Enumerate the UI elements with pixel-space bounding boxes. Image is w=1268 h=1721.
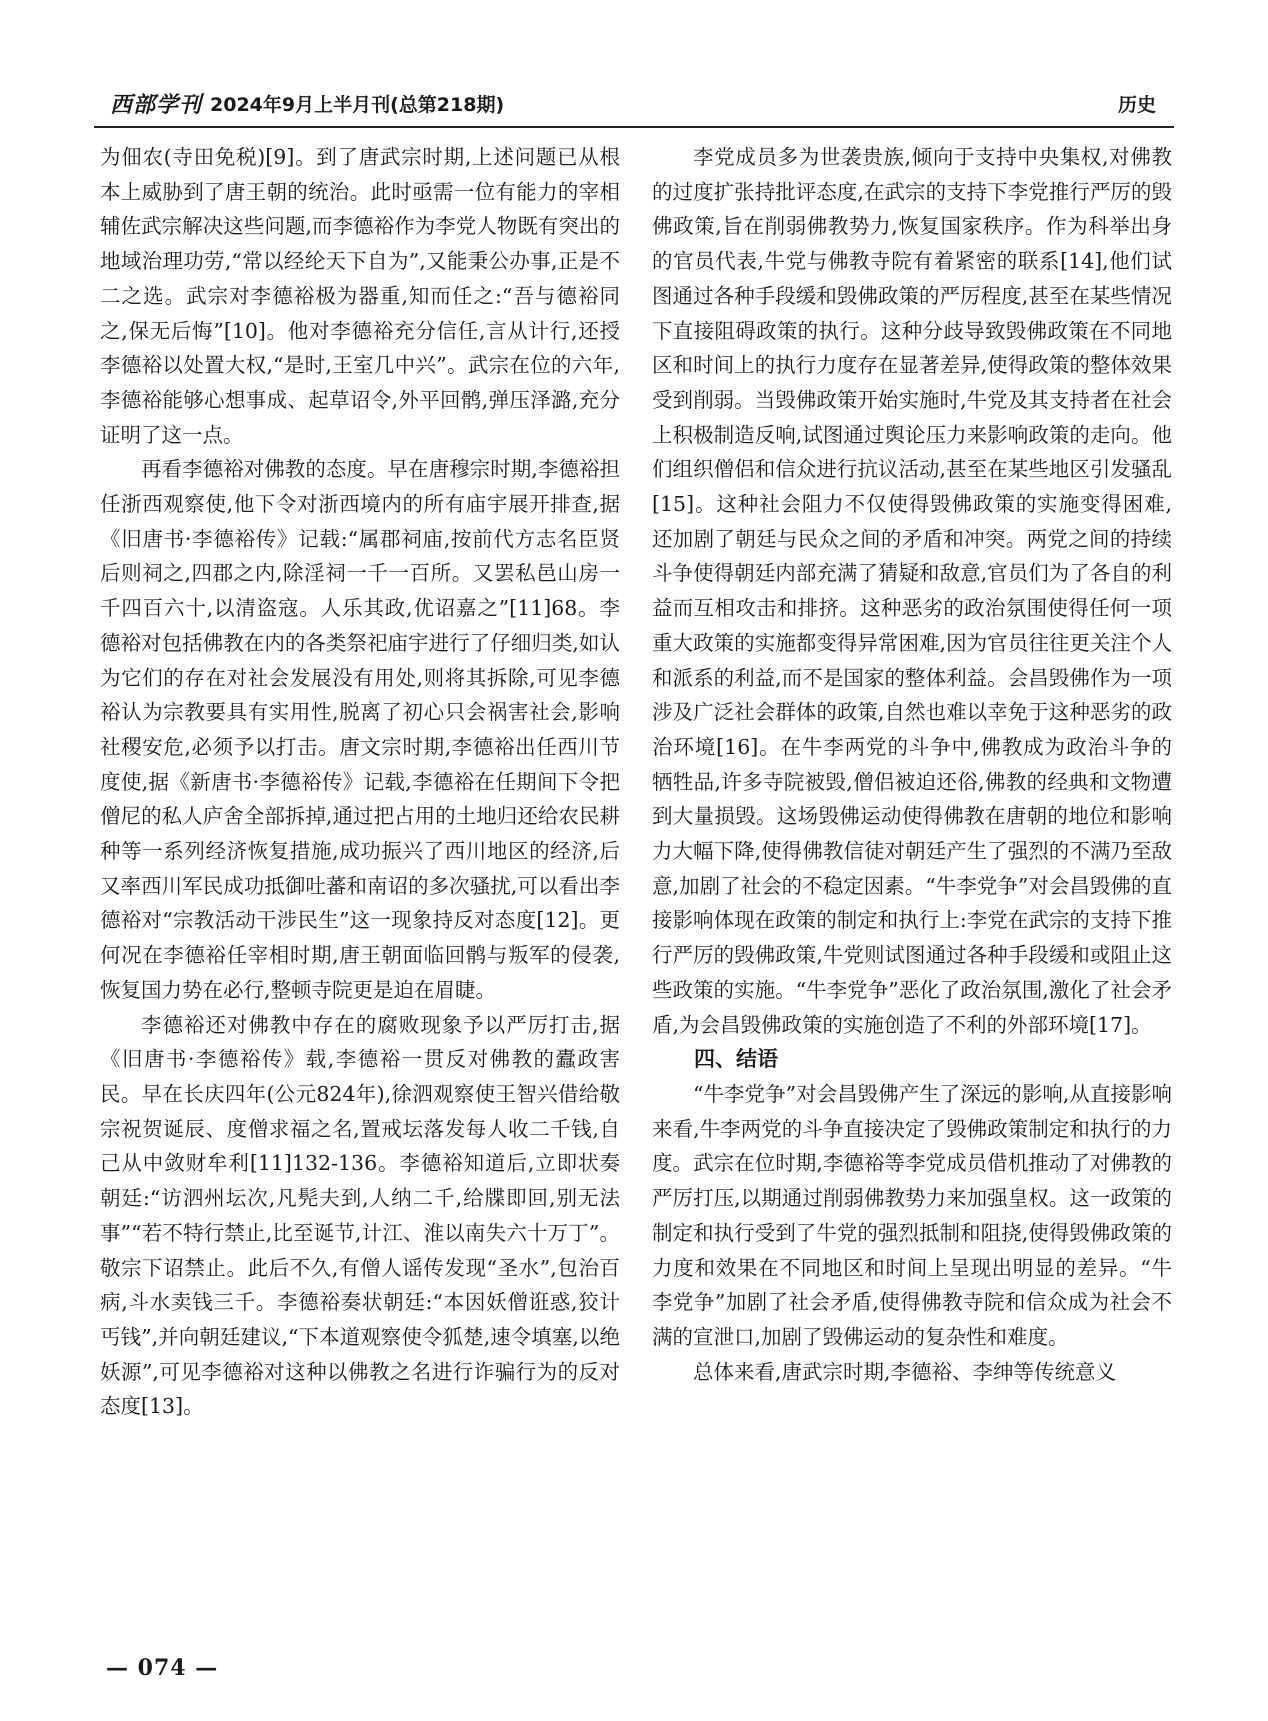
left-column	[100, 140, 620, 1424]
paragraph: “牛李党争”对会昌毁佛产生了深远的影响,从直接影响来看,牛李两党的斗争直接决定了毁佛政策制定和执行的力度。武宗在位时期,李德裕等李党成员借机推动了对佛教的严厉打压,以期通过削弱佛教势力来加强皇权。这一政策的制定和执行受到了牛党的强烈抵制和阻挠,使得毁佛政策的力度和效果在不同地区和时间上呈现出明显的差异。“牛李党争”加剧了社会矛盾,使得佛教寺院和信众成为社会不满的宣泄口,加剧了毁佛运动的复杂性和难度。	[652, 1081, 1172, 1349]
page-header	[94, 84, 1174, 128]
paragraph: 再看李德裕对佛教的态度。早在唐穆宗时期,李德裕担任浙西观察使,他下令对浙西境内的所有庙宇展开排查,据《旧唐书·李德裕传》记载:“属郡祠庙,按前代方志名臣贤后则祠之,四郡之内,除淫祠一千一百所。又罢私邑山房一千四百六十,以清盗寇。人乐其政,优诏嘉之”[11]68。李德裕对包括佛教在内的各类祭祀庙宇进行了仔细归类,如认为它们的存在对社会发展没有用处,则将其拆除,可见李德裕认为宗教要具有实用性,脱离了初心只会祸害社会,影响社稷安危,必须予以打击。唐文宗时期,李德裕出任西川节度使,据《新唐书·李德裕传》记载,李德裕在任期间下令把僧尼的私人庐舍全部拆掉,通过把占用的土地归还给农民耕种等一系列经济恢复措施,成功振兴了西川地区的经济,后又率西川军民成功抵御吐蕃和南诏的多次骚扰,可以看出李德裕对“宗教活动干涉民生”这一现象持反对态度[12]。更何况在李德裕任宰相时期,唐王朝面临回鹘与叛军的侵袭,恢复国力势在必行,整顿寺院更是迫在眉睫。	[100, 457, 620, 1002]
paragraph: 李党成员多为世袭贵族,倾向于支持中央集权,对佛教的过度扩张持批评态度,在武宗的支持下李党推行严厉的毁佛政策,旨在削弱佛教势力,恢复国家秩序。作为科举出身的官员代表,牛党与佛教寺院有着紧密的联系[14],他们试图通过各种手段缓和毁佛政策的严厉程度,甚至在某些情况下直接阻碍政策的执行。这种分歧导致毁佛政策在不同地区和时间上的执行力度存在显著差异,使得政策的整体效果受到削弱。当毁佛政策开始实施时,牛党及其支持者在社会上积极制造反响,试图通过舆论压力来影响政策的走向。他们组织僧侣和信众进行抗议活动,甚至在某些地区引发骚乱[15]。这种社会阻力不仅使得毁佛政策的实施变得困难,还加剧了朝廷与民众之间的矛盾和冲突。两党之间的持续斗争使得朝廷内部充满了猜疑和敌意,官员们为了各自的利益而互相攻击和排挤。这种恶劣的政治氛围使得任何一项重大政策的实施都变得异常困难,因为官员往往更关注个人和派系的利益,而不是国家的整体利益。会昌毁佛作为一项涉及广泛社会群体的政策,自然也难以幸免于这种恶劣的政治环境[16]。在牛李两党的斗争中,佛教成为政治斗争的牺牲品,许多寺院被毁,僧侣被迫还俗,佛教的经典和文物遭到大量损毁。这场毁佛运动使得佛教在唐朝的地位和影响力大幅下降,使得佛教信徒对朝廷产生了强烈的不满乃至敌意,加剧了社会的不稳定因素。“牛李党争”对会昌毁佛的直接影响体现在政策的制定和执行上:李党在武宗的支持下推行严厉的毁佛政策,牛党则试图通过各种手段缓和或阻止这些政策的实施。“牛李党争”恶化了政治氛围,激化了社会矛盾,为会昌毁佛政策的实施创造了不利的外部环境[17]。	[652, 145, 1172, 1037]
paragraph: 李德裕还对佛教中存在的腐败现象予以严厉打击,据《旧唐书·李德裕传》载,李德裕一贯反对佛教的蠹政害民。早在长庆四年(公元824年),徐泗观察使王智兴借给敬宗祝贺诞辰、度僧求福之名,置戒坛落发每人收二千钱,自己从中敛财牟利[11]132-136。李德裕知道后,立即状奏朝廷:“访泗州坛次,凡髡夫到,人纳二千,给牒即回,别无法事”“若不特行禁止,比至诞节,计江、淮以南失六十万丁”。敬宗下诏禁止。此后不久,有僧人谣传发现“圣水”,包治百病,斗水卖钱三千。李德裕奏状朝廷:“本因妖僧诳惑,狡计丐钱”,并向朝廷建议,“下本道观察使令狐楚,速令填塞,以绝妖源”,可见李德裕对这种以佛教之名进行诈骗行为的反对态度[13]。	[100, 1012, 620, 1419]
paragraph: 总体来看,唐武宗时期,李德裕、李绅等传统意义	[693, 1359, 1117, 1384]
journal-logo: 西部学刊	[110, 92, 203, 118]
section-heading: 四、结语	[694, 1047, 778, 1072]
right-column	[652, 140, 1172, 1389]
section-label: 历史	[1117, 94, 1156, 116]
issue-info: 2024年9月上半月刊(总第218期)	[210, 94, 505, 116]
paragraph: 为佃农(寺田免税)[9]。到了唐武宗时期,上述问题已从根本上威胁到了唐王朝的统治。此时亟需一位有能力的宰相辅佐武宗解决这些问题,而李德裕作为李党人物既有突出的地域治理功劳,“常以经纶天下自为”,又能秉公办事,正是不二之选。武宗对李德裕极为器重,知而任之:“吾与德裕同之,保无后悔”[10]。他对李德裕充分信任,言从计行,还授李德裕以处置大权,“是时,王室几中兴”。武宗在位的六年,李德裕能够心想事成、起草诏令,外平回鹘,弹压泽潞,充分证明了这一点。	[100, 145, 620, 447]
page-number: — 074 —	[106, 1655, 219, 1681]
